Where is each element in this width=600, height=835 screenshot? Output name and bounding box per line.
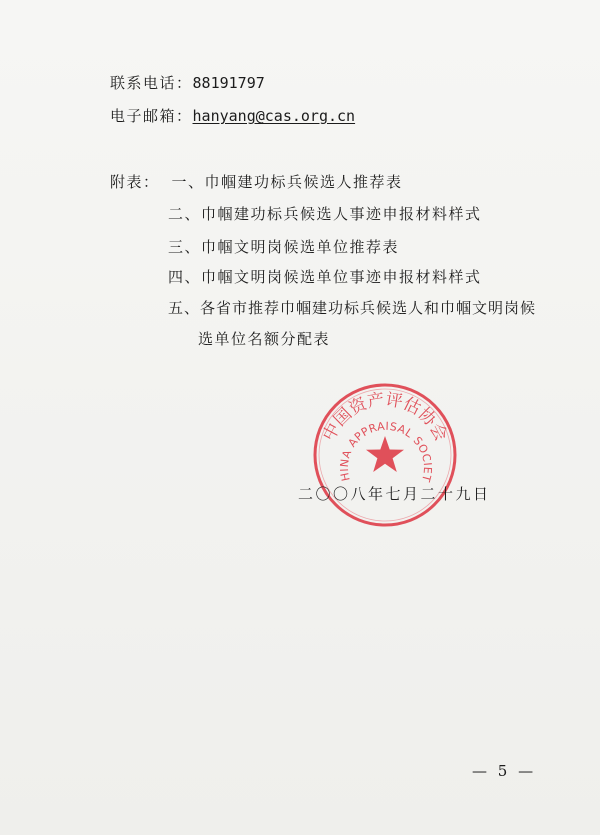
appendix-line-1: [110, 171, 403, 192]
email-line: [110, 105, 355, 126]
official-seal: [310, 380, 460, 530]
appendix-item-num: 一、: [171, 173, 205, 191]
document-date: 二〇〇八年七月二十九日: [298, 485, 491, 503]
appendix-line-4: [168, 266, 482, 287]
email-link[interactable]: hanyang@cas.org.cn: [192, 107, 356, 125]
appendix-item-text: 巾帼建功标兵候选人推荐表: [204, 173, 403, 191]
phone-label: 联系电话：: [110, 74, 193, 92]
appendix-line-5-cont: [198, 328, 330, 349]
appendix-line-5: [168, 297, 536, 318]
appendix-item-text-continued: 选单位名额分配表: [198, 330, 331, 348]
appendix-item-num: 四、: [168, 268, 202, 286]
appendix-item-text: 巾帼建功标兵候选人事迹申报材料样式: [201, 205, 482, 223]
page-number: — 5 —: [472, 762, 537, 780]
appendix-label: 附表：: [110, 173, 160, 191]
appendix-item-num: 二、: [168, 205, 202, 223]
phone-number: 88191797: [192, 74, 265, 92]
appendix-line-2: [168, 203, 482, 224]
appendix-item-text: 巾帼文明岗候选单位推荐表: [201, 238, 400, 256]
star-icon: [366, 436, 404, 472]
seal-chinese-text: 中国资产评估协会: [319, 389, 451, 445]
seal-english-text: HINA APPRAISAL SOCIET: [337, 419, 435, 484]
appendix-line-3: [168, 236, 399, 257]
seal-graphic: [310, 380, 460, 530]
appendix-item-text: 各省市推荐巾帼建功标兵候选人和巾帼文明岗候: [200, 299, 537, 317]
appendix-item-num: 五、: [168, 299, 201, 317]
appendix-item-text: 巾帼文明岗候选单位事迹申报材料样式: [201, 268, 482, 286]
email-label: 电子邮箱：: [110, 107, 193, 125]
appendix-item-num: 三、: [168, 238, 202, 256]
phone-line: [110, 72, 265, 93]
